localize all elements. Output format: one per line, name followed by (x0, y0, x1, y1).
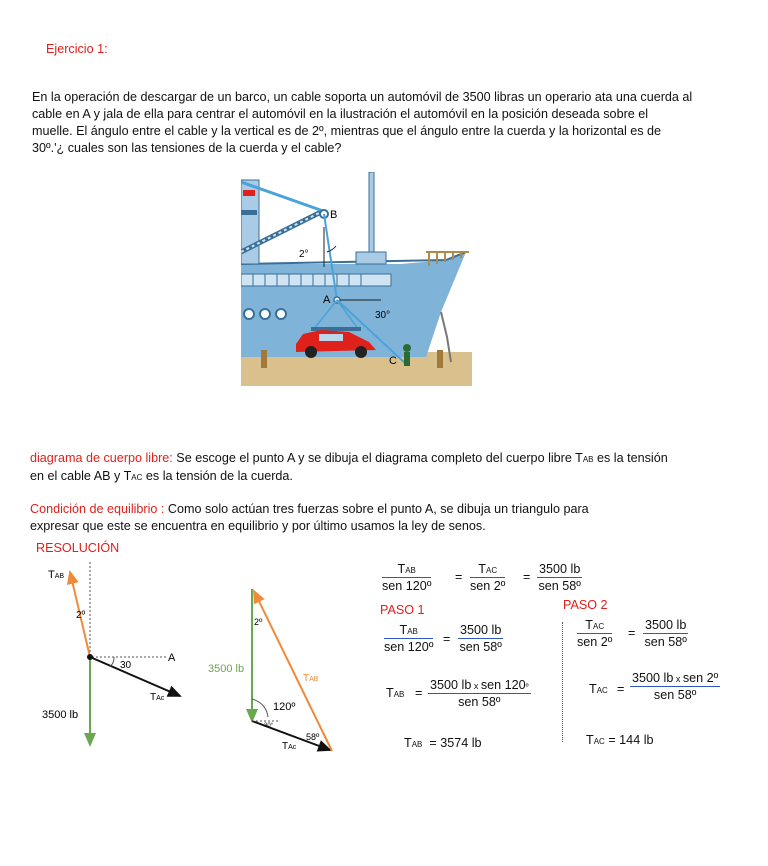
fraction-tac-sen2: TAC sen 2º (470, 562, 506, 593)
paso2-result: TAC = 144 lb (586, 733, 654, 747)
equilibrium-text: Como solo actúan tres fuerzas sobre el punto A, se dibuja un triangulo para (164, 502, 589, 516)
free-body-heading: diagrama de cuerpo libre: (30, 451, 173, 465)
equals-sign: = (617, 682, 625, 696)
equals-sign: = (523, 570, 531, 584)
equilibrium-line-2: expresar que este se encuentra en equilibrio y por último usamos la ley de senos. (30, 519, 486, 533)
point-a (87, 654, 93, 660)
triangle-angle-2: 2º (254, 617, 263, 627)
paso1-fraction-weight: 3500 lb sen 58º (459, 623, 502, 654)
equilibrium-line-1 (30, 501, 730, 518)
t-ab-label: TAB (48, 569, 65, 581)
equals-sign: = (628, 626, 636, 640)
resolution-label: RESOLUCIÓN (36, 541, 120, 555)
label-a: A (323, 294, 331, 306)
exercise-title: Ejercicio 1: (46, 42, 108, 56)
t-ac-vector (90, 657, 180, 696)
equals-sign: = (455, 570, 463, 584)
intro-line: En la operación de descargar de un barco, un cable soporta un automóvil de 3500 libras un operario ata una cuerda al (32, 90, 693, 104)
paso2-expression: 3500 lb x sen 2º sen 58º (632, 671, 719, 702)
triangle-t-ab-label: TAB (303, 673, 319, 684)
free-body-description (30, 450, 730, 486)
triangle-angle-120: 120º (273, 701, 296, 713)
triangle-angle-30: 30° (264, 723, 274, 729)
paso-2-label: PASO 2 (563, 598, 608, 612)
equals-sign: = (415, 686, 423, 700)
triangle-angle-58: 58º (306, 732, 320, 742)
equals-sign: = (443, 632, 451, 646)
paso2-lhs: TAC (589, 682, 608, 696)
angle-2-label: 2º (76, 610, 86, 621)
equilibrium-description (30, 501, 730, 535)
subscript: AC (131, 473, 143, 482)
free-body-text: es la tensión (593, 451, 668, 465)
t-ac-label: TAc (150, 692, 165, 703)
paso-1-label: PASO 1 (380, 603, 425, 617)
free-body-text: es la tensión de la cuerda. (142, 469, 293, 483)
triangle-weight-label: 3500 lb (208, 663, 245, 675)
angle-30-label: 30 (120, 660, 132, 671)
subscript: AB (582, 455, 594, 464)
label-angle-cable: 2° (299, 249, 309, 260)
point-a-label: A (168, 652, 176, 664)
steps-separator (562, 622, 563, 742)
free-body-line-1 (30, 450, 730, 468)
ship-illustration (241, 172, 472, 386)
label-b: B (330, 209, 338, 221)
paso1-fraction-tab: TAB sen 120º (384, 623, 434, 654)
label-angle-rope: 30° (375, 310, 391, 321)
paso2-fraction-weight: 3500 lb sen 58º (644, 618, 687, 649)
weight-label: 3500 lb (42, 709, 79, 721)
force-triangle (200, 575, 345, 760)
fraction-weight-sen58: 3500 lb sen 58º (538, 562, 581, 593)
label-c: C (389, 355, 397, 367)
fraction-tab-sen120: TAB sen 120º (382, 562, 432, 593)
paso1-expression: 3500 lb x sen 120º sen 58º (430, 678, 529, 709)
paso2-fraction-tac: TAC sen 2º (577, 618, 613, 649)
paso1-result: TAB = 3574 lb (404, 736, 482, 750)
problem-statement (32, 89, 732, 157)
free-body-text: en el cable AB y T (30, 469, 132, 483)
paso1-lhs: TAB (386, 686, 405, 700)
intro-line: cable en A y jala de ella para centrar el automóvil en la ilustración el automóvil en la posición deseada sobre el (32, 107, 649, 121)
triangle-t-ac-label: TAc (282, 741, 297, 752)
equilibrium-heading: Condición de equilibrio : (30, 502, 165, 516)
free-body-line-2 (30, 468, 730, 486)
free-body-diagram (40, 560, 200, 750)
free-body-text: Se escoge el punto A y se dibuja el diagrama completo del cuerpo libre T (172, 451, 583, 465)
intro-line: muelle. El ángulo entre el cable y la vertical es de 2º, mientras que el ángulo entre la cuerda y la horizontal es de (32, 124, 662, 138)
intro-line: 30º.'¿ cuales son las tensiones de la cuerda y el cable? (32, 141, 342, 155)
